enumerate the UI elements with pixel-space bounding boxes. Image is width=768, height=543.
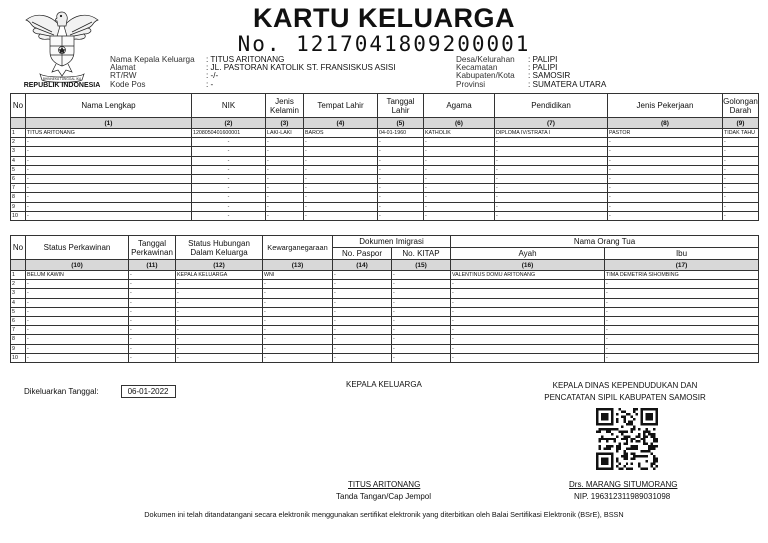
col-header-status-hubungan: Status Hubungan Dalam Keluarga [176, 236, 263, 260]
table-cell: - [192, 202, 266, 211]
table-cell: - [495, 147, 608, 156]
table-cell: - [495, 174, 608, 183]
table-cell: - [378, 184, 424, 193]
table-cell: - [192, 156, 266, 165]
table-cell: - [378, 193, 424, 202]
table-row [11, 289, 759, 298]
table-cell: - [605, 335, 759, 344]
table-cell: - [266, 138, 304, 147]
table-cell: - [392, 298, 451, 307]
status-table [10, 235, 759, 363]
col-number: (4) [304, 118, 378, 129]
status-body [11, 271, 759, 363]
table-cell: - [424, 193, 495, 202]
table-cell: - [176, 298, 263, 307]
table-cell: - [495, 193, 608, 202]
table-cell: - [451, 353, 605, 362]
table-cell: - [451, 316, 605, 325]
table-cell: - [378, 174, 424, 183]
col-header-dokumen-imigrasi: Dokumen Imigrasi [333, 236, 451, 248]
table-cell: - [333, 353, 392, 362]
row-number: 4 [11, 298, 26, 307]
table-cell: - [495, 184, 608, 193]
table-cell: - [424, 174, 495, 183]
table-cell: - [333, 316, 392, 325]
table-cell: - [266, 147, 304, 156]
table-cell: - [392, 307, 451, 316]
table-cell: - [192, 147, 266, 156]
table-cell: - [263, 353, 333, 362]
official-title: KEPALA DINAS KEPENDUDUKAN DAN PENCATATAN SIPIL KABUPATEN SAMOSIR [544, 381, 706, 402]
table-cell: - [129, 307, 176, 316]
table-cell: - [608, 184, 723, 193]
table-row [11, 184, 759, 193]
electronic-signature-disclaimer: Dokumen ini telah ditandatangani secara elektronik menggunakan sertifikat elektronik yang diterbitkan oleh Balai Sertifikasi Elektronik (BSrE), BSSN [144, 510, 624, 519]
table-cell: - [608, 211, 723, 220]
table-cell: - [176, 307, 263, 316]
table-cell: KATHOLIK [424, 129, 495, 138]
table-cell: - [266, 202, 304, 211]
col-number: (8) [608, 118, 723, 129]
row-number: 5 [11, 307, 26, 316]
row-number: 1 [11, 129, 26, 138]
table-cell: - [176, 280, 263, 289]
table-cell: - [266, 184, 304, 193]
col-header-no-paspor: No. Paspor [333, 248, 392, 260]
row-number: 3 [11, 289, 26, 298]
table-cell: BELUM KAWIN [26, 271, 129, 280]
table-cell: - [304, 184, 378, 193]
table-cell: - [304, 202, 378, 211]
table-cell: - [176, 344, 263, 353]
table-cell: - [608, 147, 723, 156]
table-cell: - [26, 202, 192, 211]
table-cell: - [333, 271, 392, 280]
col-number: (1) [26, 118, 192, 129]
table-cell: - [605, 353, 759, 362]
table-cell: 1208050401600001 [192, 129, 266, 138]
row-number: 8 [11, 193, 26, 202]
table-cell: - [129, 353, 176, 362]
table-cell: - [263, 316, 333, 325]
table-cell: - [129, 289, 176, 298]
table-cell: - [333, 335, 392, 344]
document-title [0, 4, 768, 56]
table-row [11, 344, 759, 353]
info-row-head-name: Nama Kepala Keluarga : TITUS ARITONANG [110, 55, 285, 64]
table-row [11, 353, 759, 362]
table-cell: - [263, 307, 333, 316]
table-cell: - [333, 289, 392, 298]
table-cell: - [723, 138, 759, 147]
table-row [11, 298, 759, 307]
col-number: (9) [723, 118, 759, 129]
table-cell: - [495, 138, 608, 147]
table-row [11, 129, 759, 138]
col-number: (12) [176, 260, 263, 271]
col-header-tempat-lahir: Tempat Lahir [304, 94, 378, 118]
table-cell: - [26, 307, 129, 316]
table-cell: - [26, 165, 192, 174]
kartu-keluarga-title: KARTU KELUARGA [253, 3, 515, 33]
table-cell: - [129, 316, 176, 325]
row-number: 6 [11, 316, 26, 325]
info-row-district: Kecamatan : PALIPI [456, 63, 558, 73]
info-row-village: Desa/Kelurahan : PALIPI [456, 55, 558, 64]
table-cell: - [608, 138, 723, 147]
official-nip: NIP. 196312311989031098 [574, 492, 671, 501]
table-row [11, 202, 759, 211]
col-header-no: No [11, 94, 26, 118]
row-number: 10 [11, 211, 26, 220]
table-cell: - [26, 353, 129, 362]
col-header-agama: Agama [424, 94, 495, 118]
col-header-no: No [11, 236, 26, 260]
members-header-row [11, 94, 759, 118]
table-cell: KEPALA KELUARGA [176, 271, 263, 280]
row-number: 7 [11, 184, 26, 193]
col-header-tanggal-perkawinan: Tanggal Perkawinan [129, 236, 176, 260]
col-number: (13) [263, 260, 333, 271]
table-cell: - [392, 353, 451, 362]
table-cell: - [605, 298, 759, 307]
row-number: 10 [11, 353, 26, 362]
members-colnum-row [11, 118, 759, 129]
row-number: 9 [11, 344, 26, 353]
table-cell: - [26, 193, 192, 202]
table-cell: - [26, 298, 129, 307]
col-number: (3) [266, 118, 304, 129]
issued-label: Dikeluarkan Tanggal: [24, 387, 99, 396]
table-row [11, 271, 759, 280]
table-row [11, 138, 759, 147]
table-cell: - [451, 298, 605, 307]
table-cell: - [392, 326, 451, 335]
info-row-rtrw: RT/RW : -/- [110, 71, 219, 81]
table-row [11, 193, 759, 202]
table-cell: - [266, 174, 304, 183]
official-name: Drs. MARANG SITUMORANG [569, 480, 678, 489]
table-cell: - [392, 335, 451, 344]
row-number: 2 [11, 138, 26, 147]
table-cell: - [129, 298, 176, 307]
table-cell: - [266, 156, 304, 165]
col-header-jenis-kelamin: Jenis Kelamin [266, 94, 304, 118]
table-row [11, 326, 759, 335]
head-sign-label: Tanda Tangan/Cap Jempol [336, 492, 432, 501]
status-colnum-row [11, 260, 759, 271]
table-cell: - [608, 193, 723, 202]
table-cell: - [723, 211, 759, 220]
table-cell: - [333, 326, 392, 335]
table-cell: - [333, 298, 392, 307]
head-name: TITUS ARITONANG [348, 480, 421, 489]
table-cell: - [723, 184, 759, 193]
table-cell: - [451, 280, 605, 289]
table-cell: - [176, 316, 263, 325]
table-cell: - [263, 326, 333, 335]
table-cell: TIMA DEMETRIA SIHOMBING [605, 271, 759, 280]
issued-date: 06-01-2022 [121, 385, 176, 398]
table-cell: - [723, 174, 759, 183]
table-cell: - [266, 211, 304, 220]
table-cell: - [192, 165, 266, 174]
col-number: (10) [26, 260, 129, 271]
table-cell: - [129, 335, 176, 344]
table-cell: - [605, 316, 759, 325]
col-header-ayah: Ayah [451, 248, 605, 260]
table-cell: - [304, 193, 378, 202]
col-header-tanggal-lahir: Tanggal Lahir [378, 94, 424, 118]
table-cell: - [424, 165, 495, 174]
table-cell: - [304, 147, 378, 156]
table-cell: - [723, 156, 759, 165]
table-cell: - [129, 344, 176, 353]
info-row-address: Alamat : JL. PASTORAN KATOLIK ST. FRANSISKUS ASISI [110, 63, 396, 73]
table-cell: - [723, 165, 759, 174]
table-cell: - [304, 156, 378, 165]
table-cell: - [495, 156, 608, 165]
table-cell: - [26, 335, 129, 344]
row-number: 5 [11, 165, 26, 174]
table-cell: - [129, 271, 176, 280]
table-cell: - [605, 307, 759, 316]
svg-text:BHINNEKA TUNGGAL IKA: BHINNEKA TUNGGAL IKA [42, 77, 82, 81]
table-cell: - [424, 211, 495, 220]
table-cell: - [608, 156, 723, 165]
kk-number: No. 1217041809200001 [237, 32, 531, 56]
status-header-row-1 [11, 236, 759, 248]
info-row-regency: Kabupaten/Kota : SAMOSIR [456, 71, 571, 81]
table-cell: - [605, 326, 759, 335]
table-cell: - [451, 335, 605, 344]
table-row [11, 156, 759, 165]
table-cell: - [26, 280, 129, 289]
col-header-golongan-darah: Golongan Darah [723, 94, 759, 118]
table-cell: TIDAK TAHU [723, 129, 759, 138]
table-cell: - [495, 202, 608, 211]
table-cell: - [495, 165, 608, 174]
table-cell: - [392, 280, 451, 289]
table-cell: - [304, 165, 378, 174]
table-row [11, 147, 759, 156]
members-body [11, 129, 759, 221]
table-cell: - [333, 307, 392, 316]
table-cell: - [392, 316, 451, 325]
table-cell: 04-01-1960 [378, 129, 424, 138]
table-row [11, 280, 759, 289]
table-cell: - [392, 289, 451, 298]
table-cell: - [26, 316, 129, 325]
table-cell: - [605, 344, 759, 353]
table-cell: - [378, 165, 424, 174]
table-cell: - [192, 184, 266, 193]
table-cell: - [176, 335, 263, 344]
row-number: 1 [11, 271, 26, 280]
table-cell: - [176, 326, 263, 335]
table-cell: - [424, 138, 495, 147]
table-cell: - [263, 344, 333, 353]
table-cell: - [176, 289, 263, 298]
row-number: 3 [11, 147, 26, 156]
members-table [10, 93, 759, 221]
row-number: 7 [11, 326, 26, 335]
table-cell: - [451, 307, 605, 316]
col-header-nama-orang-tua: Nama Orang Tua [451, 236, 759, 248]
table-cell: VALENTINUS DOMU ARITONANG [451, 271, 605, 280]
table-cell: - [392, 344, 451, 353]
table-cell: - [378, 138, 424, 147]
col-number: (16) [451, 260, 605, 271]
table-cell: - [451, 289, 605, 298]
table-cell: - [263, 280, 333, 289]
table-cell: - [605, 280, 759, 289]
table-cell: - [378, 202, 424, 211]
table-cell: - [26, 211, 192, 220]
col-header-no-kitap: No. KITAP [392, 248, 451, 260]
table-cell: - [26, 147, 192, 156]
table-cell: - [378, 211, 424, 220]
table-cell: - [26, 326, 129, 335]
table-cell: - [608, 165, 723, 174]
col-header-pekerjaan: Jenis Pekerjaan [608, 94, 723, 118]
table-cell: - [263, 298, 333, 307]
table-cell: - [424, 156, 495, 165]
table-cell: - [451, 326, 605, 335]
row-number: 4 [11, 156, 26, 165]
table-cell: TITUS ARITONANG [26, 129, 192, 138]
table-cell: - [451, 344, 605, 353]
table-cell: - [192, 138, 266, 147]
row-number: 2 [11, 280, 26, 289]
col-header-kewarganegaraan: Kewarganegaraan [263, 236, 333, 260]
family-info-right [456, 56, 606, 89]
col-header-nama: Nama Lengkap [26, 94, 192, 118]
table-row [11, 174, 759, 183]
table-cell: LAKI-LAKI [266, 129, 304, 138]
table-cell: - [26, 344, 129, 353]
row-number: 6 [11, 174, 26, 183]
table-cell: - [266, 165, 304, 174]
family-info-left [110, 56, 396, 89]
table-cell: - [304, 138, 378, 147]
table-cell: - [129, 280, 176, 289]
table-cell: - [304, 174, 378, 183]
col-number: (7) [495, 118, 608, 129]
table-row [11, 316, 759, 325]
row-number: 9 [11, 202, 26, 211]
head-signature-title: KEPALA KELUARGA [346, 380, 422, 389]
table-cell: - [26, 156, 192, 165]
table-cell: - [263, 335, 333, 344]
table-cell: DIPLOMA IV/STRATA I [495, 129, 608, 138]
table-cell: - [723, 193, 759, 202]
table-row [11, 211, 759, 220]
table-cell: - [378, 147, 424, 156]
table-cell: - [263, 289, 333, 298]
table-cell: - [605, 289, 759, 298]
issued-date-block [24, 385, 176, 398]
table-cell: - [723, 147, 759, 156]
table-cell: - [333, 344, 392, 353]
row-number: 8 [11, 335, 26, 344]
table-cell: - [333, 280, 392, 289]
info-row-province: Provinsi : SUMATERA UTARA [456, 79, 607, 89]
table-cell: - [723, 202, 759, 211]
table-cell: - [192, 193, 266, 202]
col-header-pendidikan: Pendidikan [495, 94, 608, 118]
table-cell: - [26, 289, 129, 298]
col-number: (6) [424, 118, 495, 129]
table-row [11, 335, 759, 344]
table-cell: - [26, 174, 192, 183]
table-cell: - [192, 174, 266, 183]
col-header-ibu: Ibu [605, 248, 759, 260]
table-cell: - [392, 271, 451, 280]
table-cell: - [266, 193, 304, 202]
table-cell: - [424, 147, 495, 156]
col-number: (5) [378, 118, 424, 129]
emblem-caption: REPUBLIK INDONESIA [23, 82, 101, 89]
table-cell: BAROS [304, 129, 378, 138]
col-number: (15) [392, 260, 451, 271]
table-cell: PASTOR [608, 129, 723, 138]
table-cell: - [192, 211, 266, 220]
col-number: (17) [605, 260, 759, 271]
table-cell: - [26, 138, 192, 147]
col-header-status-perkawinan: Status Perkawinan [26, 236, 129, 260]
table-cell: - [424, 202, 495, 211]
table-cell: - [424, 184, 495, 193]
info-row-postcode: Kode Pos : - [110, 79, 214, 89]
table-cell: - [129, 326, 176, 335]
col-number: (11) [129, 260, 176, 271]
col-header-nik: NIK [192, 94, 266, 118]
table-cell: - [304, 211, 378, 220]
col-number: (2) [192, 118, 266, 129]
table-cell: - [26, 184, 192, 193]
table-cell: WNI [263, 271, 333, 280]
table-cell: - [608, 174, 723, 183]
table-row [11, 307, 759, 316]
table-row [11, 165, 759, 174]
table-cell: - [378, 156, 424, 165]
qr-code-icon [596, 408, 658, 470]
col-number: (14) [333, 260, 392, 271]
table-cell: - [608, 202, 723, 211]
table-cell: - [176, 353, 263, 362]
table-cell: - [495, 211, 608, 220]
